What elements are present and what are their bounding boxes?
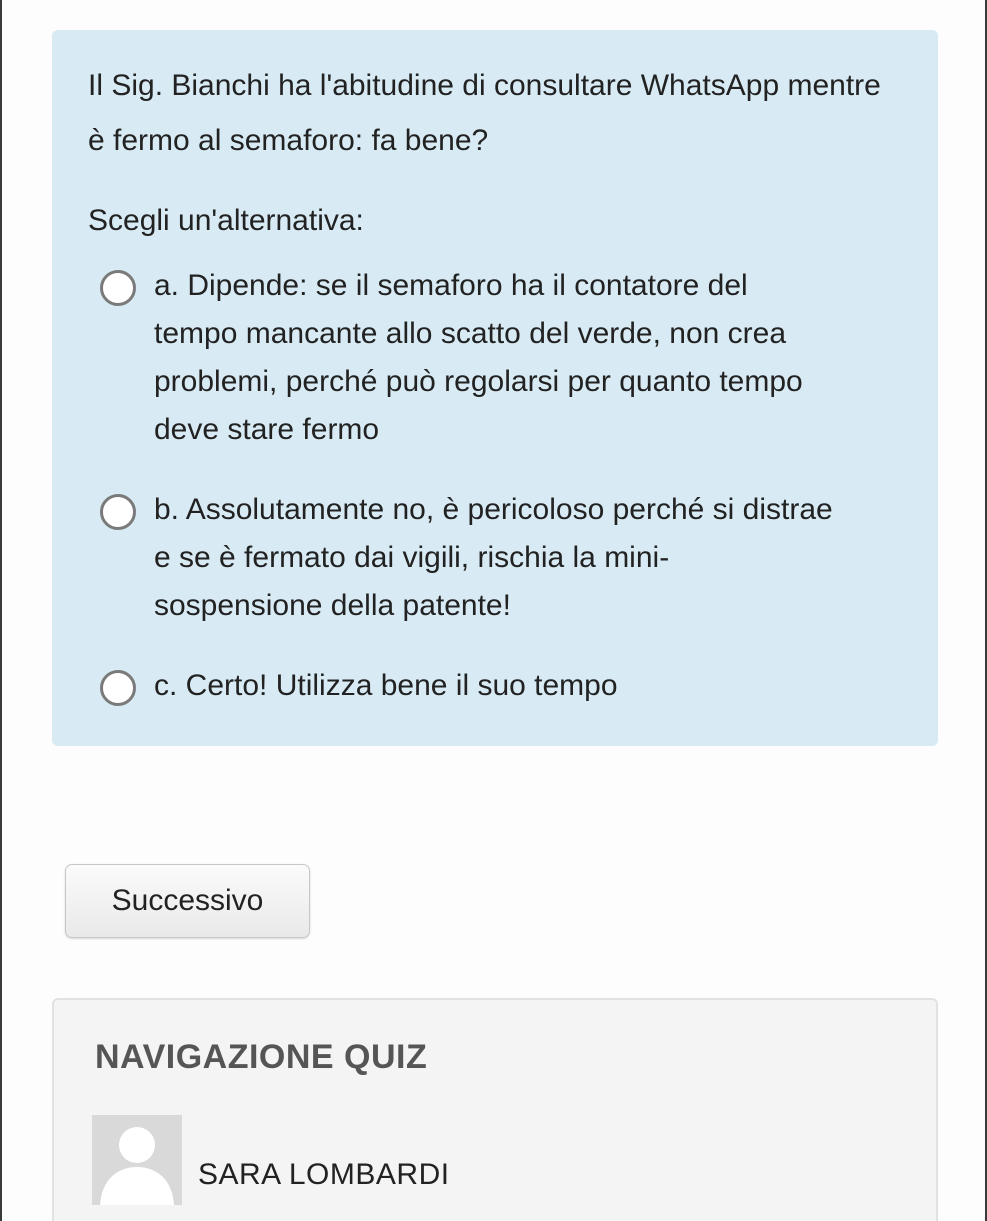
radio-button-c[interactable] bbox=[100, 670, 136, 706]
answer-option-c[interactable] bbox=[88, 662, 902, 710]
radio-button-a[interactable] bbox=[100, 270, 136, 306]
user-name: SARA LOMBARDI bbox=[198, 1158, 450, 1191]
question-text: Il Sig. Bianchi ha l'abitudine di consultare WhatsApp mentre è fermo al semaforo: fa bene? bbox=[88, 69, 881, 157]
user-avatar-icon bbox=[92, 1115, 182, 1205]
answer-prompt: Scegli un'alternativa: bbox=[88, 204, 364, 237]
quiz-navigation-title: NAVIGAZIONE QUIZ bbox=[95, 1038, 428, 1076]
next-button[interactable]: Successivo bbox=[65, 864, 310, 938]
answer-option-label: c. Certo! Utilizza bene il suo tempo bbox=[154, 669, 618, 702]
answer-option-label: a. Dipende: se il semaforo ha il contatore del tempo mancante allo scatto del verde, non crea problemi, perché può regolarsi per quanto tempo deve stare fermo bbox=[154, 269, 803, 446]
quiz-navigation-panel bbox=[52, 998, 938, 1221]
answer-options bbox=[88, 262, 902, 710]
answer-option-b[interactable] bbox=[88, 486, 902, 630]
answer-option-label: b. Assolutamente no, è pericoloso perché si distrae e se è fermato dai vigili, rischia la mini-sospensione della patente! bbox=[154, 493, 833, 622]
question-card bbox=[52, 30, 938, 746]
answer-option-a[interactable] bbox=[88, 262, 902, 454]
radio-button-b[interactable] bbox=[100, 494, 136, 530]
